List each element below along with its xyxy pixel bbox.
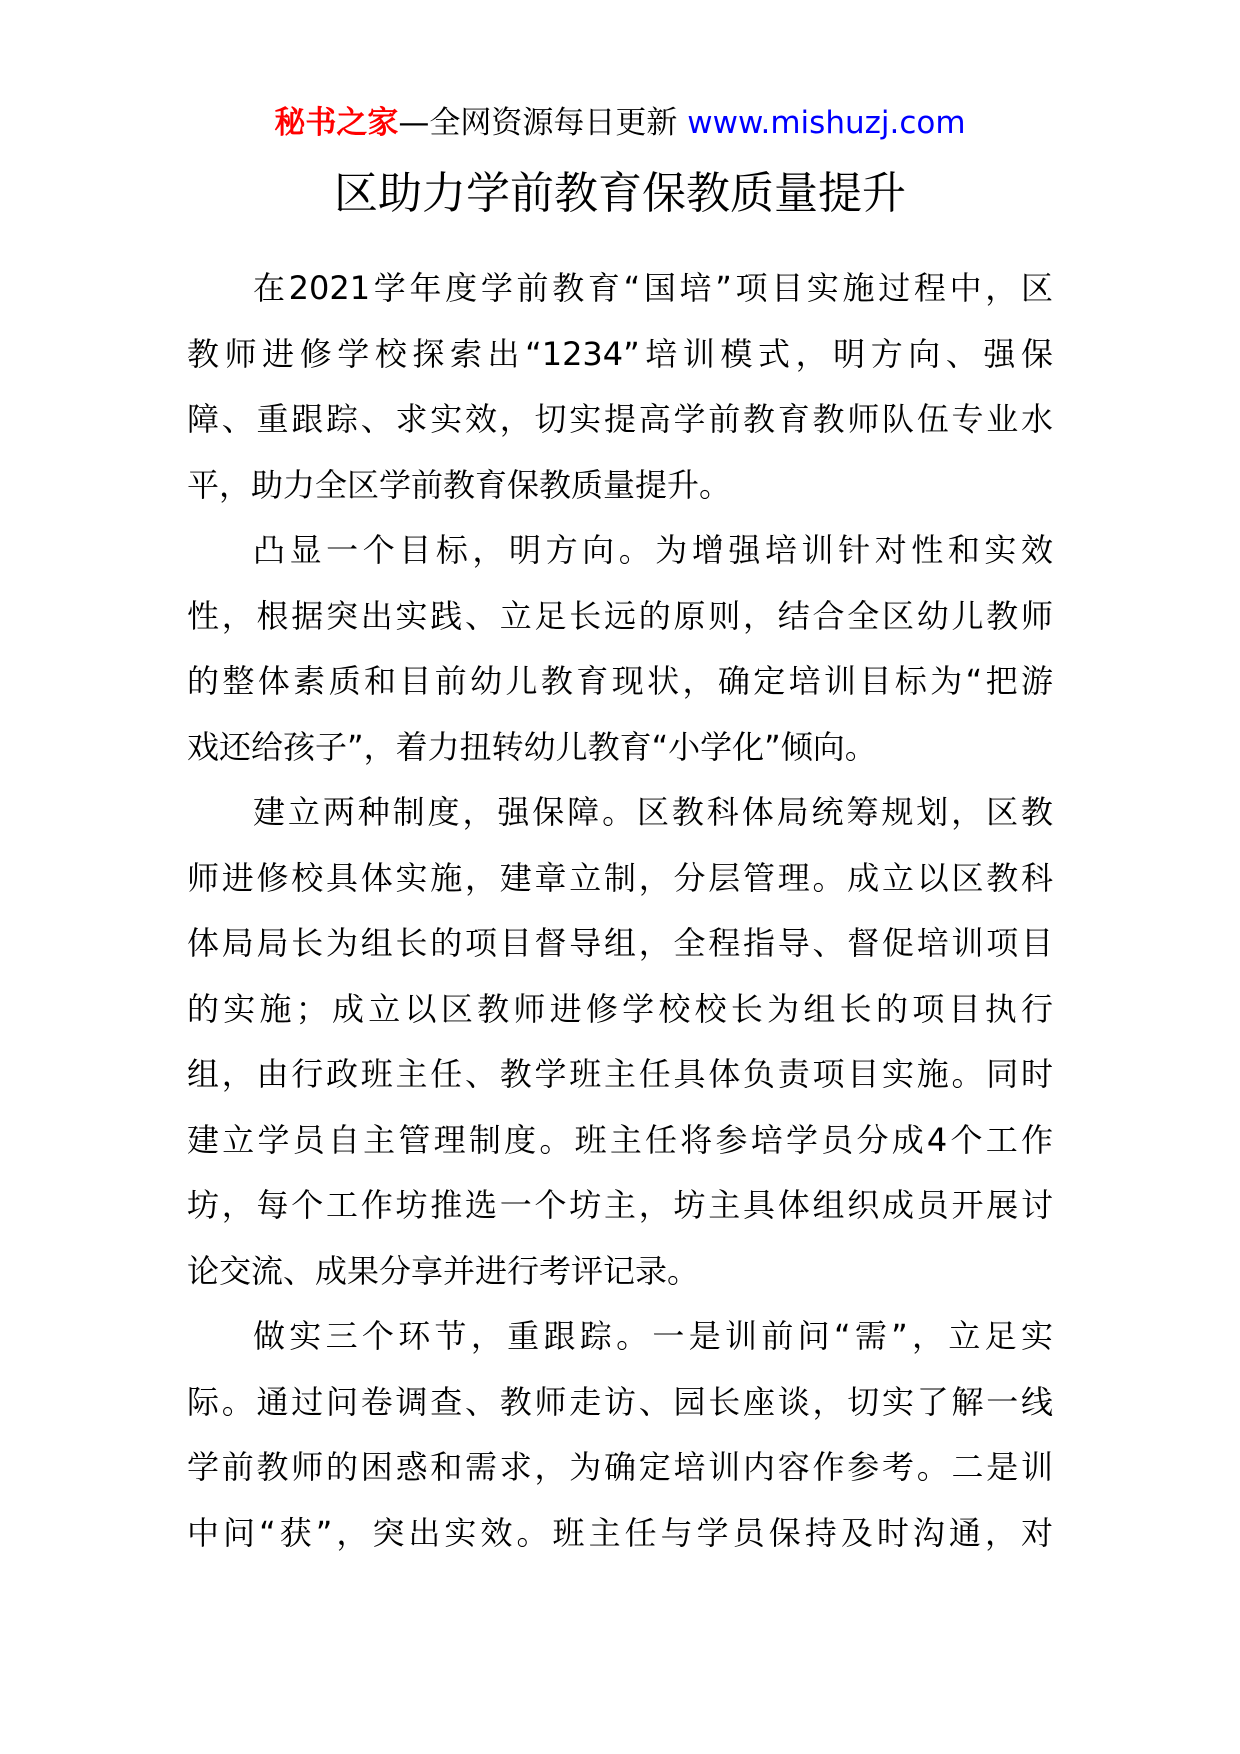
text-line: 障、重跟踪、求实效，切实提高学前教育教师队伍专业水 <box>187 400 1053 438</box>
text-line: 教师进修学校探索出“1234”培训模式，明方向、强保 <box>187 334 1053 373</box>
text-line: 戏还给孩子”，着力扭转幼儿教育“小学化”倾向。 <box>187 727 877 766</box>
brand-name: 秘书之家 <box>274 105 399 141</box>
text-line: 组，由行政班主任、教学班主任具体负责项目实施。同时 <box>187 1055 1053 1093</box>
header-tagline: —全网资源每日更新 <box>398 105 688 141</box>
article-body <box>187 256 1053 1566</box>
text-line: 做实三个环节，重跟踪。一是训前问“需”，立足实 <box>253 1317 1053 1355</box>
text-line: 师进修校具体实施，建章立制，分层管理。成立以区教科 <box>187 858 1053 897</box>
text-line: 在2021学年度学前教育“国培”项目实施过程中，区 <box>253 269 1053 307</box>
text-line: 性，根据突出实践、立足长远的原则，结合全区幼儿教师 <box>187 596 1053 635</box>
text-line: 平，助力全区学前教育保教质量提升。 <box>187 465 732 504</box>
text-line: 凸显一个目标，明方向。为增强培训针对性和实效 <box>253 531 1053 569</box>
text-line: 建立学员自主管理制度。班主任将参培学员分成4个工作 <box>187 1120 1053 1159</box>
text-line: 论交流、成果分享并进行考评记录。 <box>187 1251 700 1290</box>
document-title: 区助力学前教育保教质量提升 <box>334 168 906 219</box>
text-line: 的实施；成立以区教师进修学校校长为组长的项目执行 <box>187 989 1053 1028</box>
text-line: 中问“获”，突出实效。班主任与学员保持及时沟通，对 <box>187 1513 1053 1552</box>
site-url[interactable]: www.mishuzj.com <box>687 105 966 141</box>
text-line: 坊，每个工作坊推选一个坊主，坊主具体组织成员开展讨 <box>187 1186 1053 1224</box>
text-line: 学前教师的困惑和需求，为确定培训内容作参考。二是训 <box>187 1448 1053 1486</box>
text-line: 的整体素质和目前幼儿教育现状，确定培训目标为“把游 <box>187 662 1053 700</box>
text-line: 体局局长为组长的项目督导组，全程指导、督促培训项目 <box>187 924 1053 962</box>
text-line: 建立两种制度，强保障。区教科体局统筹规划，区教 <box>253 793 1053 831</box>
text-line: 际。通过问卷调查、教师走访、园长座谈，切实了解一线 <box>187 1382 1053 1421</box>
site-header <box>0 100 1240 146</box>
